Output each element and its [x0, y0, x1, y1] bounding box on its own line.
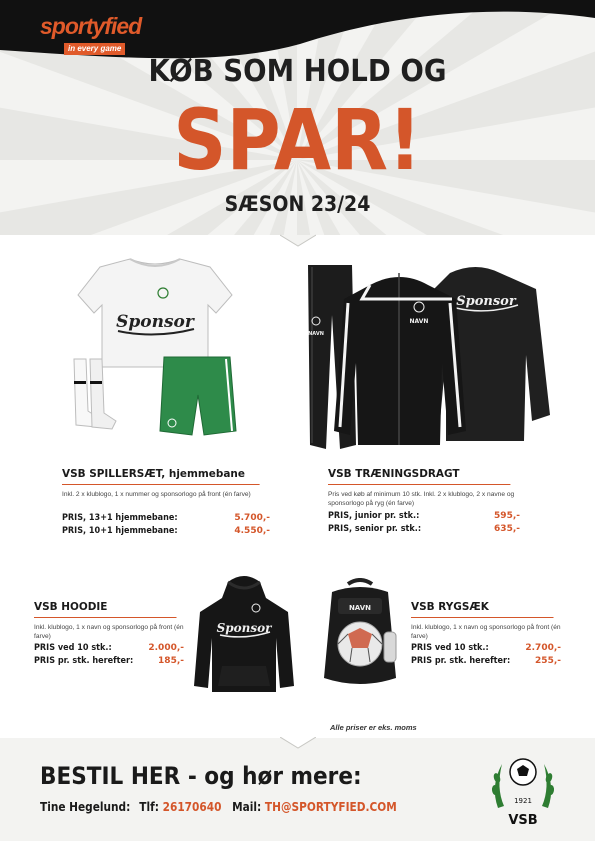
price-row — [34, 642, 184, 655]
club-name: VSB — [508, 813, 538, 828]
product-title: VSB HOODIE — [34, 600, 177, 618]
price-value: 2.700,- — [525, 643, 561, 653]
price-label: PRIS ved 10 stk.: — [411, 643, 489, 653]
kit-sponsor-text: Sponsor — [116, 312, 194, 332]
player-kit-image — [60, 255, 250, 445]
header-notch — [280, 233, 316, 247]
hoodie-sponsor-text: Sponsor — [216, 621, 272, 635]
price-value: 255,- — [535, 656, 561, 666]
headline-line1: KØB SOM HOLD OG — [148, 54, 447, 89]
price-row — [328, 523, 520, 536]
backpack-name-text: NAVN — [348, 604, 372, 612]
price-row — [34, 655, 184, 668]
price-value: 5.700,- — [234, 513, 270, 523]
product-description: Inkl. klublogo, 1 x navn og sponsorlogo på front (én farve) — [411, 624, 561, 640]
order-cta-heading: BESTIL HER - og hør mere: — [40, 762, 362, 790]
price-label: PRIS, senior pr. stk.: — [328, 524, 422, 534]
contact-line — [40, 800, 397, 814]
brand-tagline: in every game — [64, 43, 125, 55]
product-backpack — [411, 600, 561, 668]
season-label: SÆSON 23/24 — [224, 192, 371, 216]
phone-number[interactable]: 26170640 — [162, 800, 222, 814]
jacket-sponsor-text: Sponsor — [456, 294, 516, 309]
price-value: 4.550,- — [234, 526, 270, 536]
product-title: VSB RYGSÆK — [411, 600, 554, 618]
club-year: 1921 — [514, 797, 532, 805]
product-description: Inkl. klublogo, 1 x navn og sponsorlogo på front (én farve) — [34, 624, 184, 640]
jacket-name-text: NAVN — [409, 318, 429, 325]
price-row — [62, 525, 270, 538]
vsb-club-logo — [488, 750, 558, 830]
mail-label: Mail: — [232, 800, 262, 814]
price-row — [328, 510, 520, 523]
backpack-image — [318, 578, 402, 690]
email-link[interactable]: TH@SPORTYFIED.COM — [264, 800, 397, 814]
product-training-suit — [328, 467, 520, 536]
sportyfied-logo — [40, 14, 141, 56]
training-suit-image — [300, 255, 560, 455]
headline-spar: SPAR! — [173, 91, 422, 189]
phone-label: Tlf: — [139, 800, 159, 814]
pants-name-text: NAVN — [308, 331, 324, 337]
product-title: VSB TRÆNINGSDRAGT — [328, 467, 510, 485]
price-value: 635,- — [494, 524, 520, 534]
header-banner — [0, 0, 595, 235]
product-hoodie — [34, 600, 184, 668]
hoodie-image — [192, 574, 296, 698]
price-value: 185,- — [158, 656, 184, 666]
product-description: Inkl. 2 x klublogo, 1 x nummer og sponsorlogo på front (én farve) — [62, 491, 251, 498]
price-row — [62, 512, 270, 525]
price-row — [411, 642, 561, 655]
footer-notch — [280, 737, 316, 751]
price-row — [411, 655, 561, 668]
price-label: PRIS pr. stk. herefter: — [34, 656, 134, 666]
price-label: PRIS, 10+1 hjemmebane: — [62, 526, 178, 536]
vat-footnote: Alle priser er eks. moms — [330, 723, 417, 732]
product-player-kit — [62, 467, 270, 538]
price-label: PRIS, junior pr. stk.: — [328, 511, 420, 521]
price-label: PRIS, 13+1 hjemmebane: — [62, 513, 178, 523]
brand-name: sportyfied — [40, 13, 142, 39]
product-description: Pris ved køb af minimum 10 stk. Inkl. 2 x klublogo, 2 x navne og sponsorlogo på ryg (én farve) — [328, 491, 515, 507]
price-label: PRIS ved 10 stk.: — [34, 643, 112, 653]
product-title: VSB SPILLERSÆT, hjemmebane — [62, 467, 260, 485]
price-value: 2.000,- — [148, 643, 184, 653]
price-label: PRIS pr. stk. herefter: — [411, 656, 511, 666]
contact-name: Tine Hegelund: — [40, 800, 131, 814]
price-value: 595,- — [494, 511, 520, 521]
